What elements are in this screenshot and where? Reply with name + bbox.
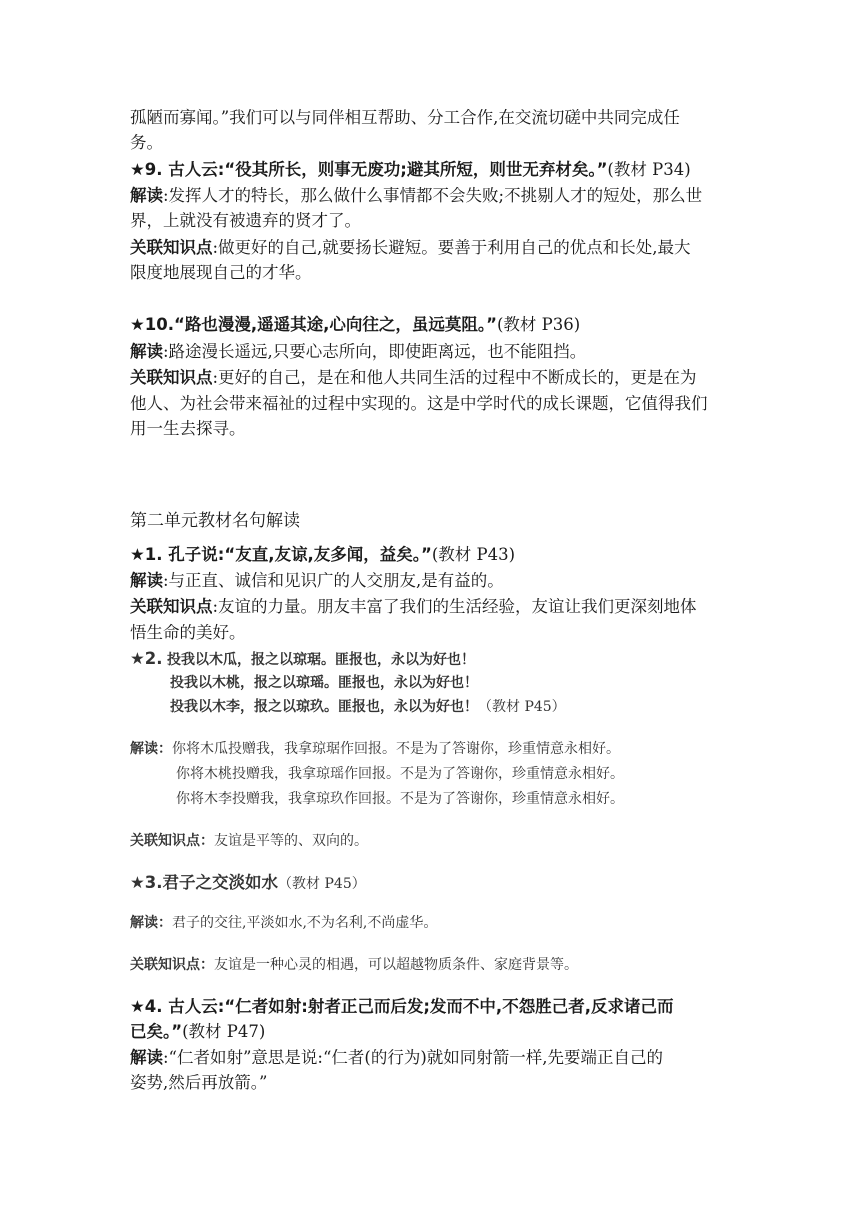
interpretation-u2: 解读：你将木瓜投赠我，我拿琼琚作回报。不是为了答谢你，珍重情意永相好。: [130, 741, 620, 757]
knowledge-point-10-cont: 用一生去探寻。: [130, 419, 246, 438]
knowledge-point-u3: 关联知识点：友谊是一种心灵的相遇，可以超越物质条件、家庭背景等。: [130, 957, 578, 973]
quote-title-u4-cont: 已矣。”(教材 P47): [130, 1022, 266, 1041]
interpretation-9-cont: 界，上就没有被遗弃的贤才了。: [130, 211, 361, 230]
quote-title-9: ★9. 古人云:“役其所长，则事无废功;避其所短，则世无弃材矣。”(教材 P34): [130, 160, 691, 179]
quote-title-u1: ★1. 孔子说:“友直,友谅,友多闻，益矣。”(教材 P43): [130, 545, 516, 564]
interpretation-u4: 解读:“仁者如射”意思是说:“仁者(的行为)就如同射箭一样,先要端正自己的: [130, 1048, 664, 1067]
knowledge-point-u1: 关联知识点:友谊的力量。朋友丰富了我们的生活经验，友谊让我们更深刻地体: [130, 597, 697, 616]
knowledge-point-10: 关联知识点:更好的自己，是在和他人共同生活的过程中不断成长的，更是在为: [130, 368, 697, 387]
interpretation-u2-cont: 你将木李投赠我，我拿琼玖作回报。不是为了答谢你，珍重情意永相好。: [176, 791, 624, 807]
knowledge-point-9-cont: 限度地展现自己的才华。: [130, 263, 312, 282]
knowledge-point-9: 关联知识点:做更好的自己,就要扬长避短。要善于利用自己的优点和长处,最大: [130, 238, 691, 257]
poem-line-1: ★2. 投我以木瓜，报之以琼琚。匪报也，永以为好也！: [130, 649, 475, 668]
quote-title-u3: ★3.君子之交淡如水（教材 P45）: [130, 873, 366, 892]
interpretation-10: 解读:路途漫长遥远,只要心志所向，即使距离远，也不能阻挡。: [130, 342, 587, 361]
interpretation-9: 解读:发挥人才的特长，那么做什么事情都不会失败;不挑剔人才的短处，那么世: [130, 186, 703, 205]
knowledge-point-10-cont: 他人、为社会带来福祉的过程中实现的。这是中学时代的成长课题，它值得我们: [130, 394, 708, 413]
interpretation-u3: 解读：君子的交往,平淡如水,不为名利,不尚虚华。: [130, 915, 438, 931]
knowledge-point-u2: 关联知识点：友谊是平等的、双向的。: [130, 833, 368, 849]
poem-line-3: 投我以木李，报之以琼玖。匪报也，永以为好也！（教材 P45）: [170, 699, 566, 715]
paragraph-line: 孤陋而寡闻。”我们可以与同伴相互帮助、分工合作,在交流切磋中共同完成任: [130, 108, 680, 127]
section-heading: 第二单元教材名句解读: [130, 511, 300, 531]
paragraph-line: 务。: [130, 133, 163, 152]
interpretation-u1: 解读:与正直、诚信和见识广的人交朋友,是有益的。: [130, 571, 504, 590]
interpretation-u2-cont: 你将木桃投赠我，我拿琼瑶作回报。不是为了答谢你，珍重情意永相好。: [176, 766, 624, 782]
knowledge-point-u1-cont: 悟生命的美好。: [130, 623, 246, 642]
poem-line-2: 投我以木桃，报之以琼瑶。匪报也，永以为好也！: [170, 675, 478, 691]
quote-title-u4: ★4. 古人云:“仁者如射:射者正己而后发;发而不中,不怨胜己者,反求诸己而: [130, 997, 674, 1016]
quote-title-10: ★10.“路也漫漫,遥遥其途,心向往之，虽远莫阻。”(教材 P36): [130, 315, 581, 334]
interpretation-u4-cont: 姿势,然后再放箭。”: [130, 1073, 268, 1092]
